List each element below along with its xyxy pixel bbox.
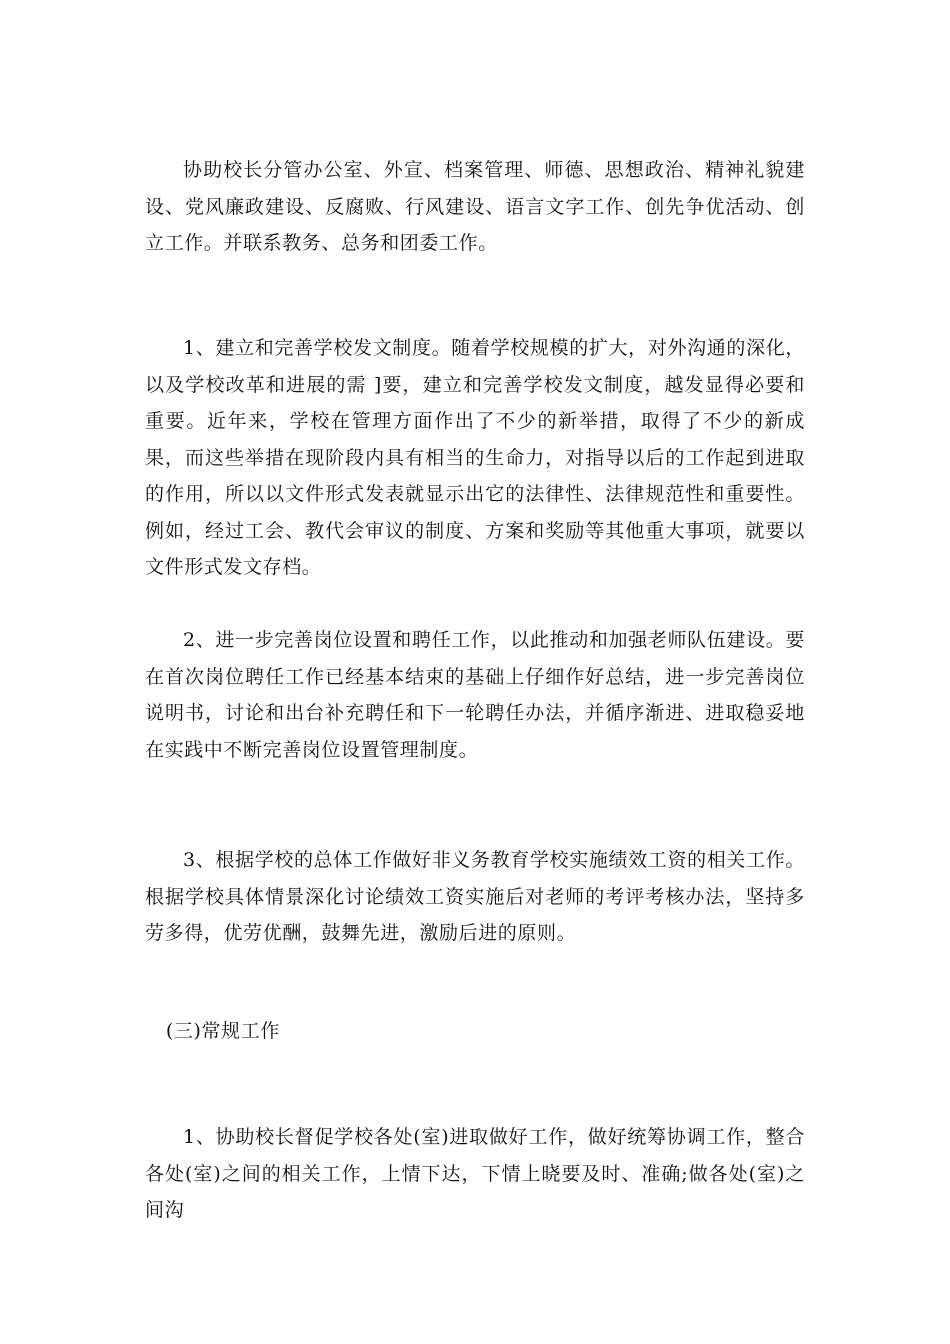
paragraph-item-2-post-setting: 2、进一步完善岗位设置和聘任工作，以此推动和加强老师队伍建设。要在首次岗位聘任工作已经基本结束的基础上仔细作好总结，进一步完善岗位说明书，讨论和出台补充聘任和下一轮聘任办法，并循序渐进、进取稳妥地在实践中不断完善岗位设置管理制度。 (145, 629, 805, 761)
paragraph-routine-item-1: 1、协助校长督促学校各处(室)进取做好工作，做好统筹协调工作，整合各处(室)之间的相关工作，上情下达，下情上晓要及时、准确;做各处(室)之间沟 (145, 1126, 805, 1221)
paragraph-item-3-performance-pay: 3、根据学校的总体工作做好非义务教育学校实施绩效工资的相关工作。根据学校具体情景深化讨论绩效工资实施后对老师的考评考核办法，坚持多劳多得，优劳优酬，鼓舞先进，激励后进的原则。 (145, 849, 805, 944)
section-heading-routine-work: (三)常规工作 (165, 1020, 280, 1042)
paragraph-item-1-document-system: 1、建立和完善学校发文制度。随着学校规模的扩大，对外沟通的深化，以及学校改革和进展的需 ]要，建立和完善学校发文制度，越发显得必要和重要。近年来，学校在管理方面作出了不少的新举措，取得了不少的新成果，而这些举措在现阶段内具有相当的生命力，对指导以后的工作起到进取的作用，所以以文件形式发表就显示出它的法律性、法律规范性和重要性。例如，经过工会、教代会审议的制度、方案和奖励等其他重大事项，就要以文件形式发文存档。 (145, 337, 805, 578)
paragraph-responsibilities: 协助校长分管办公室、外宣、档案管理、师德、思想政治、精神礼貌建设、党风廉政建设、反腐败、行风建设、语言文字工作、创先争优活动、创立工作。并联系教务、总务和团委工作。 (145, 159, 805, 254)
